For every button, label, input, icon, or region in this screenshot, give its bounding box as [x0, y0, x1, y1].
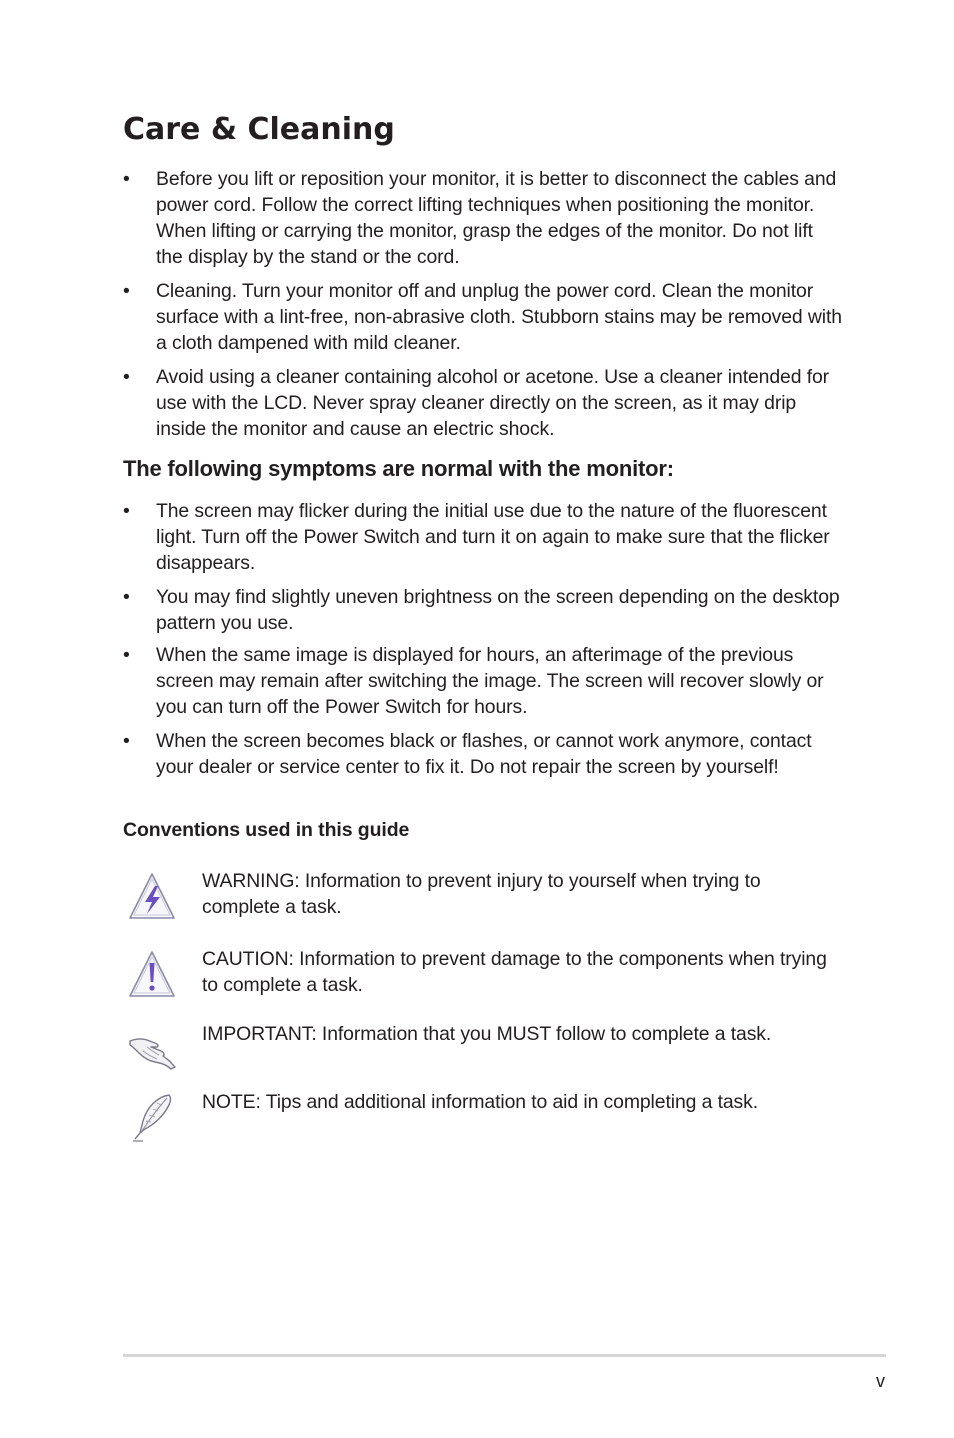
- caution-text: CAUTION: Information to prevent damage to the components when trying to complete a task.: [202, 948, 827, 996]
- note-text: NOTE: Tips and additional information to aid in completing a task.: [202, 1091, 759, 1113]
- list-item-text: When the screen becomes black or flashes, or cannot work anymore, contact your dealer or service center to fix it. Do not repair the screen by yourself!: [156, 730, 812, 778]
- symptoms-heading: The following symptoms are normal with the monitor:: [123, 456, 674, 481]
- bullet: •: [123, 280, 130, 302]
- page-title: Care & Cleaning: [123, 112, 395, 147]
- note-quill-icon: [127, 1091, 177, 1143]
- list-item-text: Avoid using a cleaner containing alcohol or acetone. Use a cleaner intended for use with the LCD. Never spray cleaner directly on the screen, as it may drip inside the monitor and cause an electric shock.: [156, 366, 830, 440]
- list-item: [123, 278, 843, 356]
- list-item-text: Cleaning. Turn your monitor off and unplug the power cord. Clean the monitor surface with a lint-free, non-abrasive cloth. Stubborn stains may be removed with a cloth dampened with mild cleaner.: [156, 280, 842, 354]
- list-item: [123, 642, 843, 720]
- list-item: [123, 364, 843, 442]
- important-text: IMPORTANT: Information that you MUST follow to complete a task.: [202, 1023, 772, 1045]
- list-item: [123, 584, 843, 636]
- bullet: •: [123, 586, 130, 608]
- list-item-text: The screen may flicker during the initial use due to the nature of the fluorescent light. Turn off the Power Switch and turn it on again to make sure that the flicker disappears.: [156, 500, 830, 574]
- list-item-text: When the same image is displayed for hours, an afterimage of the previous screen may remain after switching the image. The screen will recover slowly or you can turn off the Power Switch for hours.: [156, 644, 824, 718]
- important-hand-icon: [127, 1025, 177, 1077]
- page-number: v: [876, 1371, 885, 1391]
- symptoms-list: [123, 498, 843, 780]
- warning-text: WARNING: Information to prevent injury to yourself when trying to complete a task.: [202, 870, 761, 918]
- bullet: •: [123, 168, 130, 190]
- footer-rule: [123, 1354, 886, 1357]
- list-item-text: Before you lift or reposition your monitor, it is better to disconnect the cables and power cord. Follow the correct lifting techniques when positioning the monitor. When lifting or carrying the monitor, grasp the edges of the monitor. Do not lift the display by the stand or the cord.: [156, 168, 837, 268]
- bullet: •: [123, 366, 130, 388]
- conventions-heading: Conventions used in this guide: [123, 819, 410, 841]
- warning-lightning-icon: [127, 870, 177, 922]
- caution-exclamation-icon: [127, 948, 177, 1000]
- bullet: •: [123, 730, 130, 752]
- list-item: [123, 166, 843, 270]
- bullet: •: [123, 644, 130, 666]
- bullet: •: [123, 500, 130, 522]
- list-item-text: You may find slightly uneven brightness on the screen depending on the desktop pattern you use.: [156, 586, 840, 634]
- list-item: [123, 728, 843, 780]
- care-list: [123, 166, 843, 442]
- list-item: [123, 498, 843, 576]
